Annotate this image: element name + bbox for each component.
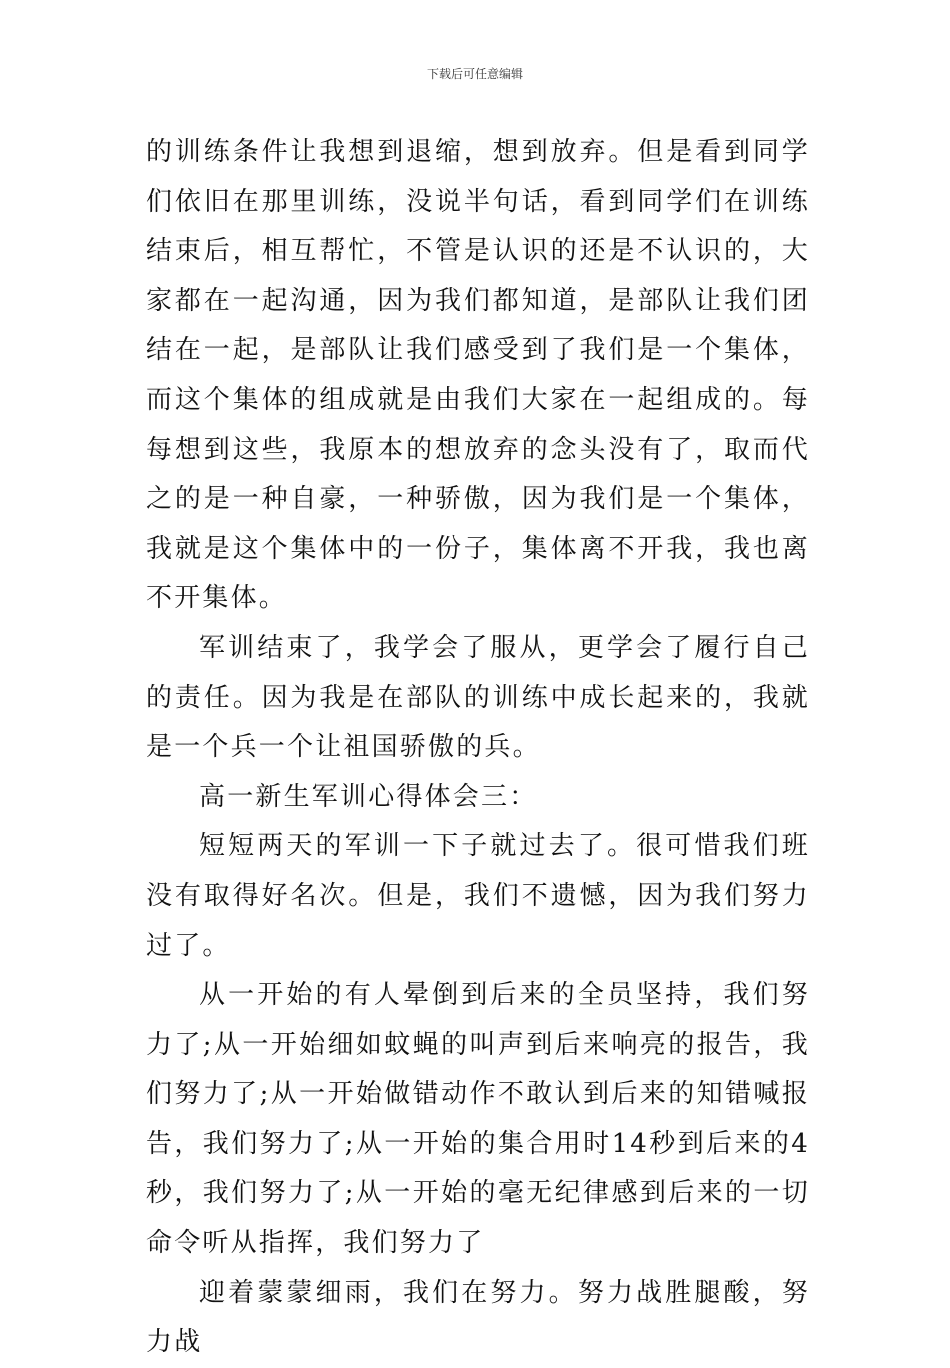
page-header: 下载后可任意编辑 <box>426 67 523 81</box>
paragraph-two-days: 短短两天的军训一下子就过去了。很可惜我们班没有取得好名次。但是，我们不遗憾，因为我们努力过了。 <box>146 831 810 961</box>
document-body <box>146 128 810 1368</box>
paragraph-drizzle: 迎着蒙蒙细雨，我们在努力。努力战胜腿酸，努力战 <box>146 1277 810 1358</box>
paragraph-we-tried: 从一开始的有人晕倒到后来的全员坚持，我们努力了;从一开始细如蚊蝇的叫声到后来响亮的报告，我们努力了;从一开始做错动作不敢认到后来的知错喊报告，我们努力了;从一开始的集合用时14秒到后来的4秒，我们努力了;从一开始的毫无纪律感到后来的一切命令听从指挥，我们努力了 <box>146 980 810 1259</box>
paragraph-continuation: 的训练条件让我想到退缩，想到放弃。但是看到同学们依旧在那里训练，没说半句话，看到同学们在训练结束后，相互帮忙，不管是认识的还是不认识的，大家都在一起沟通，因为我们都知道，是部队让我们团结在一起，是部队让我们感受到了我们是一个集体，而这个集体的组成就是由我们大家在一起组成的。每每想到这些，我原本的想放弃的念头没有了，取而代之的是一种自豪，一种骄傲，因为我们是一个集体，我就是这个集体中的一份子，集体离不开我，我也离不开集体。 <box>146 137 810 614</box>
paragraph-training-end: 军训结束了，我学会了服从，更学会了履行自己的责任。因为我是在部队的训练中成长起来的，我就是一个兵一个让祖国骄傲的兵。 <box>146 632 810 763</box>
section-heading: 高一新生军训心得体会三： <box>199 781 538 812</box>
